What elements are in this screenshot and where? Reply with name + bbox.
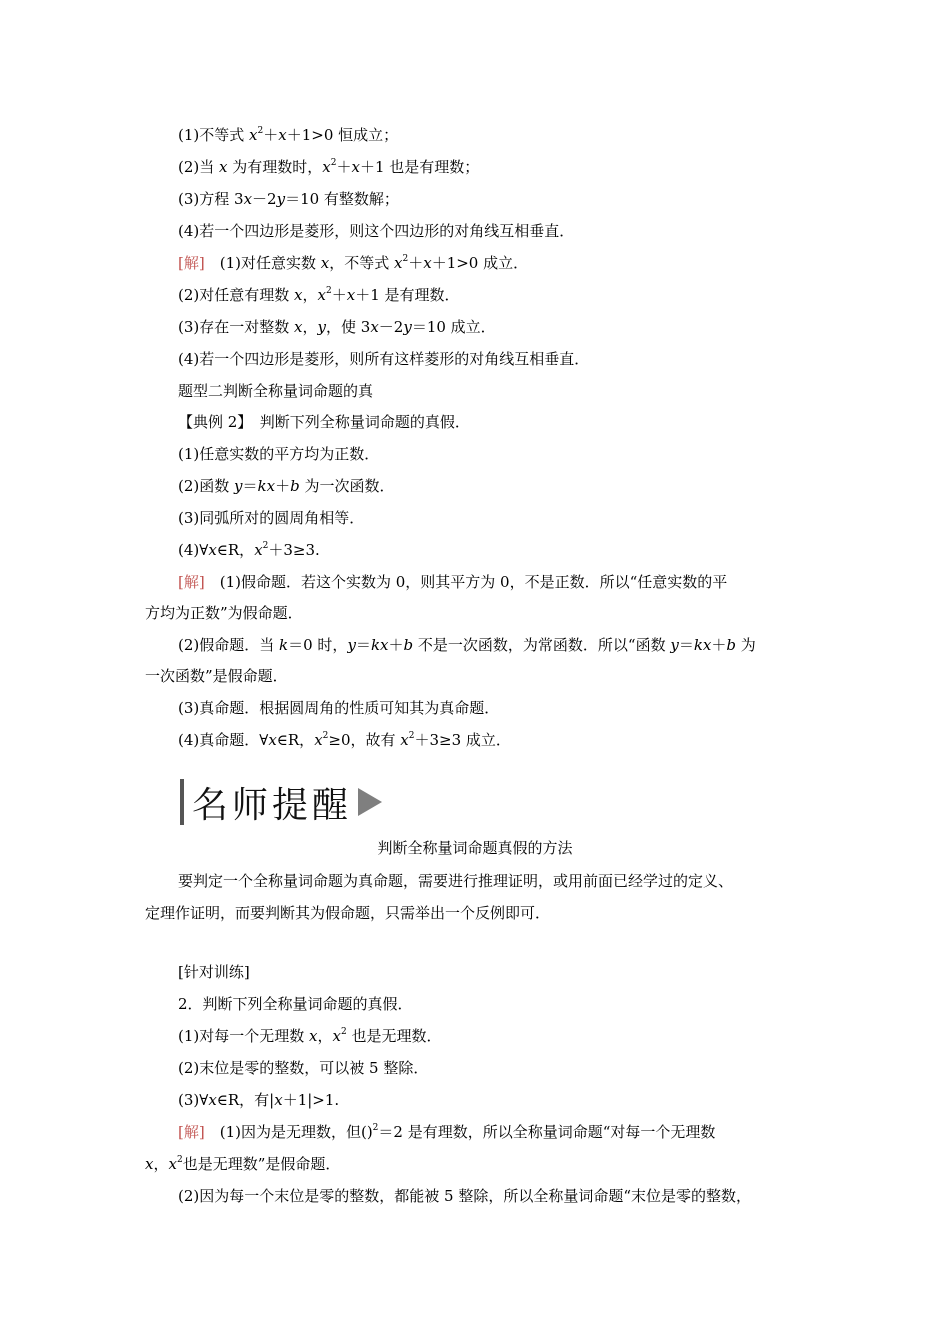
proposition-2: (2)当 x 为有理数时，$x^2+x+1$ 也是有理数； (178, 158, 480, 176)
solution-tag: [解] (178, 1123, 205, 1141)
section-title: 题型二判断全称量词命题的真 (178, 382, 374, 400)
solution-2-line-4: (4)真命题．∀x∈R，$x^2\ge 0$，故有 $x^2+3\ge 3$ 成立． (178, 731, 511, 749)
solution-2-line-3: (3)真命题．根据圆周角的性质可知其为真命题． (178, 699, 500, 717)
training-heading: [针对训练] (178, 963, 250, 981)
solution-1-line-4: (4)若一个四边形是菱形，则所有这样菱形的对角线互相垂直． (178, 350, 590, 368)
tip-banner (180, 778, 382, 826)
example-2-item-3: (3)同弧所对的圆周角相等． (178, 509, 365, 527)
banner-bar (180, 779, 184, 825)
proposition-4: (4)若一个四边形是菱形，则这个四边形的对角线互相垂直． (178, 222, 575, 240)
proposition-3: (3)方程 3x－2y＝10 有整数解； (178, 190, 399, 208)
tip-paragraph-line-1: 要判定一个全称量词命题为真命题，需要进行推理证明，或用前面已经学过的定义、 (178, 872, 734, 890)
solution-2-line-1-cont: 方均为正数”为假命题． (145, 604, 303, 622)
training-item-3: (3)∀x∈R，有|x＋1|>1. (178, 1091, 340, 1109)
proposition-1: (1)不等式 $x^2+x+1>0$ 恒成立； (178, 126, 399, 144)
solution-1-line-1: [解] (1)对任意实数 x，不等式 $x^2+x+1>0$ 成立． (178, 254, 529, 272)
play-arrow-icon (358, 788, 382, 816)
training-item-1: (1)对每一个无理数 x，$x^2$ 也是无理数． (178, 1027, 442, 1045)
example-2-heading: 【典例 2】 判断下列全称量词命题的真假． (178, 413, 470, 431)
solution-tag: [解] (178, 254, 205, 272)
solution-3-line-1-cont: x，$x^2$也是无理数”是假命题． (145, 1155, 341, 1173)
example-2-item-1: (1)任意实数的平方均为正数． (178, 445, 380, 463)
example-2-item-4: (4)∀x∈R，$x^2+3\ge 3$. (178, 541, 320, 559)
solution-1-line-3: (3)存在一对整数 x，y，使 3x－2y＝10 成立． (178, 318, 496, 336)
example-2-item-2: (2)函数 y＝kx＋b 为一次函数． (178, 477, 395, 495)
banner-title: 名师提醒 (192, 784, 353, 826)
training-item-2: (2)末位是零的整数，可以被 5 整除． (178, 1059, 429, 1077)
tip-paragraph-line-2: 定理作证明，而要判断其为假命题，只需举出一个反例即可． (145, 904, 551, 922)
solution-3-line-1: [解] (1)因为是无理数，但()$^2$＝2 是有理数，所以全称量词命题“对每一个无理数 (178, 1123, 716, 1141)
solution-3-line-2: (2)因为每一个末位是零的整数，都能被 5 整除，所以全称量词命题“末位是零的整数， (178, 1187, 751, 1205)
solution-2-line-1: [解] (1)假命题．若这个实数为 0，则其平方为 0，不是正数．所以“任意实数的平 (178, 573, 728, 591)
solution-2-line-2-cont: 一次函数”是假命题． (145, 667, 288, 685)
solution-2-line-2: (2)假命题．当 k＝0 时，y＝kx＋b 不是一次函数，为常函数．所以“函数 y＝kx＋b 为 (178, 636, 756, 654)
tip-title: 判断全称量词命题真假的方法 (377, 839, 573, 857)
solution-tag: [解] (178, 573, 205, 591)
solution-1-line-2: (2)对任意有理数 x，$x^2+x+1$ 是有理数． (178, 286, 460, 304)
training-question: 2．判断下列全称量词命题的真假． (178, 995, 413, 1013)
